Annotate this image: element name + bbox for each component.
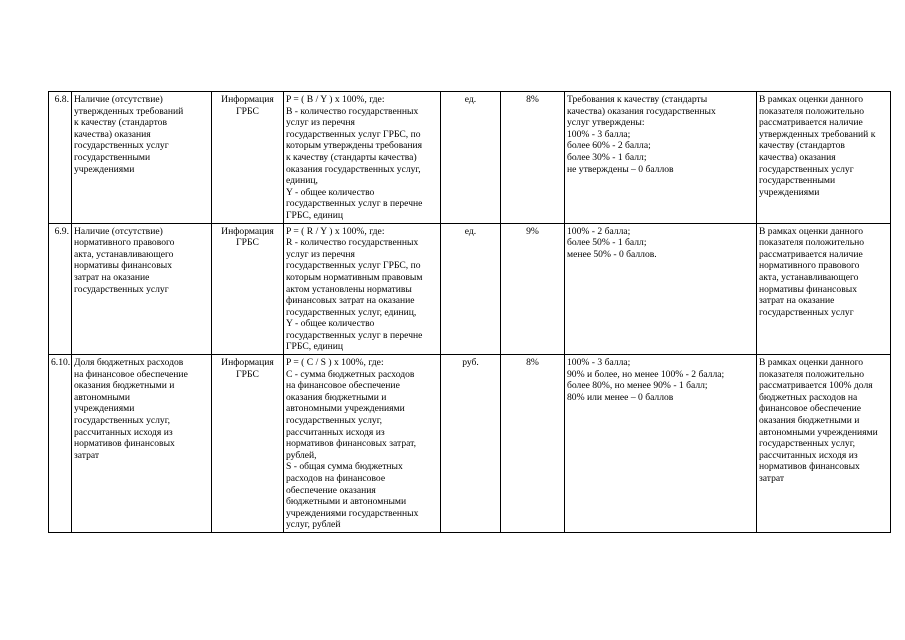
indicator-name-line: государственных услуг, <box>74 415 170 427</box>
calculation-formula-line: оказания государственных услуг, <box>286 163 421 175</box>
indicator-weight <box>501 92 565 224</box>
indicator-name <box>72 355 212 533</box>
scoring-scale-line: 100% - 2 балла; <box>567 225 631 237</box>
calculation-formula-line: P = ( B / Y ) x 100%, где: <box>286 94 385 105</box>
calculation-formula-line: S - общая сумма бюджетных <box>286 461 403 473</box>
indicator-number-text: 6.8. <box>54 94 69 105</box>
calculation-formula-line: к качеству (стандарты качества) <box>286 151 417 163</box>
indicator-number <box>49 92 72 224</box>
indicator-comment-line: показателя положительно <box>759 105 865 117</box>
indicator-weight-text: 9% <box>526 225 539 237</box>
unit-of-measure <box>441 223 501 355</box>
indicators-table <box>48 91 891 533</box>
data-source <box>212 92 284 224</box>
calculation-formula-line: услуг, рублей <box>286 519 341 531</box>
indicator-comment-line: рассматривается наличие <box>759 117 863 129</box>
calculation-formula-line: государственных услуг, <box>286 415 382 427</box>
scoring-scale-line: более 80%, но менее 90% - 1 балл; <box>567 380 708 392</box>
calculation-formula <box>284 223 441 355</box>
indicator-comment <box>757 223 891 355</box>
indicator-name-line: автономными <box>74 391 131 403</box>
indicator-name-line: оказания бюджетными и <box>74 380 175 392</box>
calculation-formula-line: учреждениями государственных <box>286 507 419 519</box>
calculation-formula-line: единиц, <box>286 175 318 187</box>
indicator-comment-line: акта, устанавливающего <box>759 271 859 283</box>
indicator-comment-line: финансовое обеспечение <box>759 403 862 415</box>
calculation-formula <box>284 92 441 224</box>
indicator-number-text: 6.9. <box>54 225 69 237</box>
indicator-name-line: нормативного правового <box>74 237 175 249</box>
data-source-line: Информация <box>221 357 274 369</box>
data-source-line: ГРБС <box>236 105 259 117</box>
indicator-name-line: на финансовое обеспечение <box>74 368 188 380</box>
calculation-formula-line: оказания бюджетными и <box>286 391 387 403</box>
indicator-name-line: Наличие (отсутствие) <box>74 94 163 105</box>
indicator-comment-line: рассчитанных исходя из <box>759 449 858 461</box>
indicator-name <box>72 223 212 355</box>
indicator-comment-line: показателя положительно <box>759 368 865 380</box>
indicator-number <box>49 223 72 355</box>
calculation-formula-line: актом установлены нормативы <box>286 283 412 295</box>
indicator-comment-line: нормативы финансовых <box>759 283 858 295</box>
indicator-name-line: государственных услуг <box>74 283 169 295</box>
scoring-scale-line: более 30% - 1 балл; <box>567 151 647 163</box>
calculation-formula-line: Y - общее количество <box>286 318 375 330</box>
indicator-name-line: государственных услуг <box>74 140 169 152</box>
scoring-scale-line: менее 50% - 0 баллов. <box>567 248 657 260</box>
indicator-comment-line: рассматривается наличие <box>759 248 863 260</box>
data-source <box>212 223 284 355</box>
table-row <box>49 92 891 224</box>
indicator-name-line: нормативы финансовых <box>74 260 173 272</box>
indicator-comment-line: затрат на оказание <box>759 295 835 307</box>
indicator-comment-line: оказания бюджетными и <box>759 415 860 427</box>
calculation-formula-line: услуг из перечня <box>286 117 355 129</box>
indicator-comment-line: государственными <box>759 175 836 187</box>
data-source-line: Информация <box>221 225 274 237</box>
indicator-comment-line: автономными учреждениями <box>759 426 878 438</box>
indicator-name-line: учреждениями <box>74 163 135 175</box>
calculation-formula-line: нормативов финансовых затрат, <box>286 438 417 450</box>
table-body <box>49 92 891 533</box>
scoring-scale <box>565 92 757 224</box>
calculation-formula-line: P = ( R / Y ) x 100%, где: <box>286 225 385 237</box>
indicator-name-line: качества) оказания <box>74 128 151 140</box>
indicator-name-line: нормативов финансовых <box>74 438 175 450</box>
indicator-weight <box>501 223 565 355</box>
indicator-comment <box>757 92 891 224</box>
calculation-formula-line: государственных услуг в перечне <box>286 329 423 341</box>
data-source <box>212 355 284 533</box>
calculation-formula-line: услуг из перечня <box>286 248 355 260</box>
table-row <box>49 355 891 533</box>
indicator-comment-line: В рамках оценки данного <box>759 94 864 105</box>
indicator-comment <box>757 355 891 533</box>
indicator-comment-line: рассматривается 100% доля <box>759 380 873 392</box>
unit-of-measure-text: ед. <box>464 94 477 105</box>
indicator-name-line: Доля бюджетных расходов <box>74 357 184 369</box>
indicator-comment-line: государственных услуг, <box>759 438 855 450</box>
calculation-formula-line: рассчитанных исходя из <box>286 426 385 438</box>
indicator-comment-line: затрат <box>759 473 785 484</box>
data-source-line: ГРБС <box>236 237 259 249</box>
calculation-formula-line: государственных услуг в перечне <box>286 198 423 210</box>
indicator-weight <box>501 355 565 533</box>
calculation-formula-line: Y - общее количество <box>286 186 375 198</box>
calculation-formula-line: которым нормативным правовым <box>286 271 423 283</box>
calculation-formula-line: расходов на финансовое <box>286 473 386 484</box>
calculation-formula <box>284 355 441 533</box>
scoring-scale-line: услуг утверждены: <box>567 117 645 129</box>
unit-of-measure-text: руб. <box>462 357 479 369</box>
scoring-scale <box>565 223 757 355</box>
indicator-comment-line: В рамках оценки данного <box>759 357 864 369</box>
indicator-comment-line: качества) оказания <box>759 151 836 163</box>
indicator-name-line: акта, устанавливающего <box>74 248 174 260</box>
indicator-comment-line: показателя положительно <box>759 237 865 249</box>
calculation-formula-line: обеспечение оказания <box>286 484 376 496</box>
scoring-scale-line: 100% - 3 балла; <box>567 128 631 140</box>
calculation-formula-line: C - сумма бюджетных расходов <box>286 368 415 380</box>
calculation-formula-line: ГРБС, единиц <box>286 209 344 221</box>
indicator-number <box>49 355 72 533</box>
calculation-formula-line: B - количество государственных <box>286 105 419 117</box>
indicator-comment-line: нормативного правового <box>759 260 860 272</box>
data-source-line: Информация <box>221 94 274 105</box>
calculation-formula-line: P = ( C / S ) x 100%, где: <box>286 357 384 369</box>
calculation-formula-line: государственных услуг ГРБС, по <box>286 260 421 272</box>
indicator-comment-line: бюджетных расходов на <box>759 391 858 403</box>
indicator-weight-text: 8% <box>526 357 539 369</box>
scoring-scale-line: Требования к качеству (стандарты <box>567 94 708 105</box>
scoring-scale-line: 90% и более, но менее 100% - 2 балла; <box>567 368 725 380</box>
indicator-name-line: затрат <box>74 449 100 461</box>
calculation-formula-line: рублей, <box>286 449 317 461</box>
table-row <box>49 223 891 355</box>
calculation-formula-line: R - количество государственных <box>286 237 419 249</box>
calculation-formula-line: государственных услуг ГРБС, по <box>286 128 421 140</box>
calculation-formula-line: которым утверждены требования <box>286 140 423 152</box>
indicator-comment-line: учреждениями <box>759 186 820 198</box>
indicator-comment-line: утвержденных требований к <box>759 128 876 140</box>
calculation-formula-line: государственных услуг, единиц, <box>286 306 417 318</box>
indicator-comment-line: В рамках оценки данного <box>759 225 864 237</box>
indicator-comment-line: нормативов финансовых <box>759 461 860 473</box>
scoring-scale-line: не утверждены – 0 баллов <box>567 163 674 175</box>
scoring-scale-line: более 60% - 2 балла; <box>567 140 651 152</box>
indicator-name-line: затрат на оказание <box>74 271 150 283</box>
indicator-weight-text: 8% <box>526 94 539 105</box>
scoring-scale-line: 80% или менее – 0 баллов <box>567 391 674 403</box>
indicator-name-line: утвержденных требований <box>74 105 184 117</box>
unit-of-measure <box>441 92 501 224</box>
indicator-number-text: 6.10. <box>51 357 71 369</box>
calculation-formula-line: ГРБС, единиц <box>286 341 344 353</box>
scoring-scale-line: 100% - 3 балла; <box>567 357 631 369</box>
indicator-name-line: к качеству (стандартов <box>74 117 167 129</box>
indicator-name-line: рассчитанных исходя из <box>74 426 173 438</box>
scoring-scale <box>565 355 757 533</box>
calculation-formula-line: бюджетными и автономными <box>286 496 407 508</box>
indicator-name-line: государственными <box>74 151 151 163</box>
indicator-comment-line: качеству (стандартов <box>759 140 845 152</box>
scoring-scale-line: более 50% - 1 балл; <box>567 237 647 249</box>
calculation-formula-line: финансовых затрат на оказание <box>286 295 415 307</box>
scoring-scale-line: качества) оказания государственных <box>567 105 716 117</box>
indicator-comment-line: государственных услуг <box>759 306 854 318</box>
indicator-name-line: Наличие (отсутствие) <box>74 225 163 237</box>
calculation-formula-line: на финансовое обеспечение <box>286 380 400 392</box>
calculation-formula-line: автономными учреждениями <box>286 403 405 415</box>
indicator-name-line: учреждениями <box>74 403 135 415</box>
unit-of-measure <box>441 355 501 533</box>
indicator-name <box>72 92 212 224</box>
indicator-comment-line: государственных услуг <box>759 163 854 175</box>
unit-of-measure-text: ед. <box>464 225 477 237</box>
data-source-line: ГРБС <box>236 368 259 380</box>
